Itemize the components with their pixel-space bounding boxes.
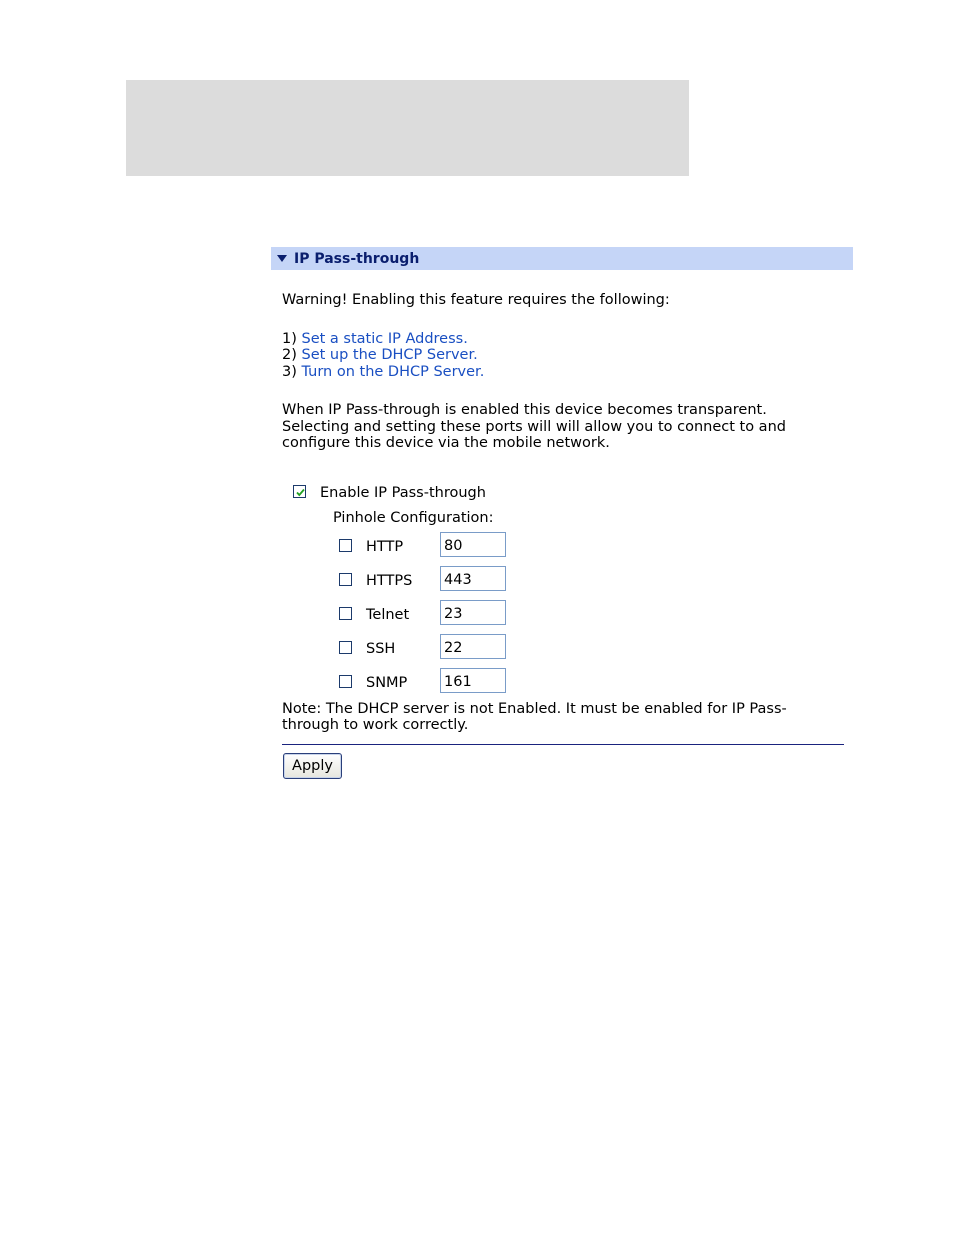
- requirement-item: [282, 331, 468, 348]
- telnet-label: Telnet: [366, 607, 410, 623]
- https-port-input[interactable]: [440, 566, 506, 591]
- ssh-label: SSH: [366, 641, 396, 657]
- requirement-item: [282, 347, 478, 364]
- snmp-port-input[interactable]: [440, 668, 506, 693]
- ssh-port-input[interactable]: [440, 634, 506, 659]
- collapse-triangle-icon[interactable]: [277, 255, 287, 262]
- divider: [282, 744, 844, 745]
- requirement-number: 1): [282, 331, 297, 347]
- description-line: Selecting and setting these ports will will allow you to connect to and: [282, 419, 786, 435]
- requirement-number: 2): [282, 347, 297, 363]
- http-port-input[interactable]: [440, 532, 506, 557]
- http-label: HTTP: [366, 539, 404, 555]
- apply-button[interactable]: Apply: [283, 753, 342, 779]
- section-title: IP Pass-through: [294, 250, 420, 267]
- requirement-number: 3): [282, 364, 297, 380]
- requirement-item: [282, 364, 484, 381]
- https-checkbox[interactable]: [339, 573, 352, 586]
- snmp-label: SNMP: [366, 675, 408, 691]
- dhcp-setup-link[interactable]: Set up the DHCP Server.: [301, 347, 478, 363]
- telnet-checkbox[interactable]: [339, 607, 352, 620]
- description-line: When IP Pass-through is enabled this device becomes transparent.: [282, 402, 767, 418]
- dhcp-note-line: Note: The DHCP server is not Enabled. It must be enabled for IP Pass-: [282, 701, 787, 717]
- section-header[interactable]: [271, 247, 853, 270]
- warning-text: Warning! Enabling this feature requires the following:: [282, 292, 670, 308]
- top-banner: [126, 80, 689, 176]
- dhcp-enable-link[interactable]: Turn on the DHCP Server.: [301, 364, 485, 380]
- http-checkbox[interactable]: [339, 539, 352, 552]
- description-line: configure this device via the mobile network.: [282, 435, 610, 451]
- ssh-checkbox[interactable]: [339, 641, 352, 654]
- enable-ip-passthrough-label: Enable IP Pass-through: [320, 485, 486, 501]
- checkmark-icon: [295, 487, 306, 498]
- telnet-port-input[interactable]: [440, 600, 506, 625]
- snmp-checkbox[interactable]: [339, 675, 352, 688]
- enable-ip-passthrough-checkbox[interactable]: [293, 485, 306, 498]
- dhcp-note-line: through to work correctly.: [282, 717, 469, 733]
- pinhole-config-label: Pinhole Configuration:: [333, 510, 494, 526]
- static-ip-link[interactable]: Set a static IP Address.: [301, 331, 468, 347]
- https-label: HTTPS: [366, 573, 413, 589]
